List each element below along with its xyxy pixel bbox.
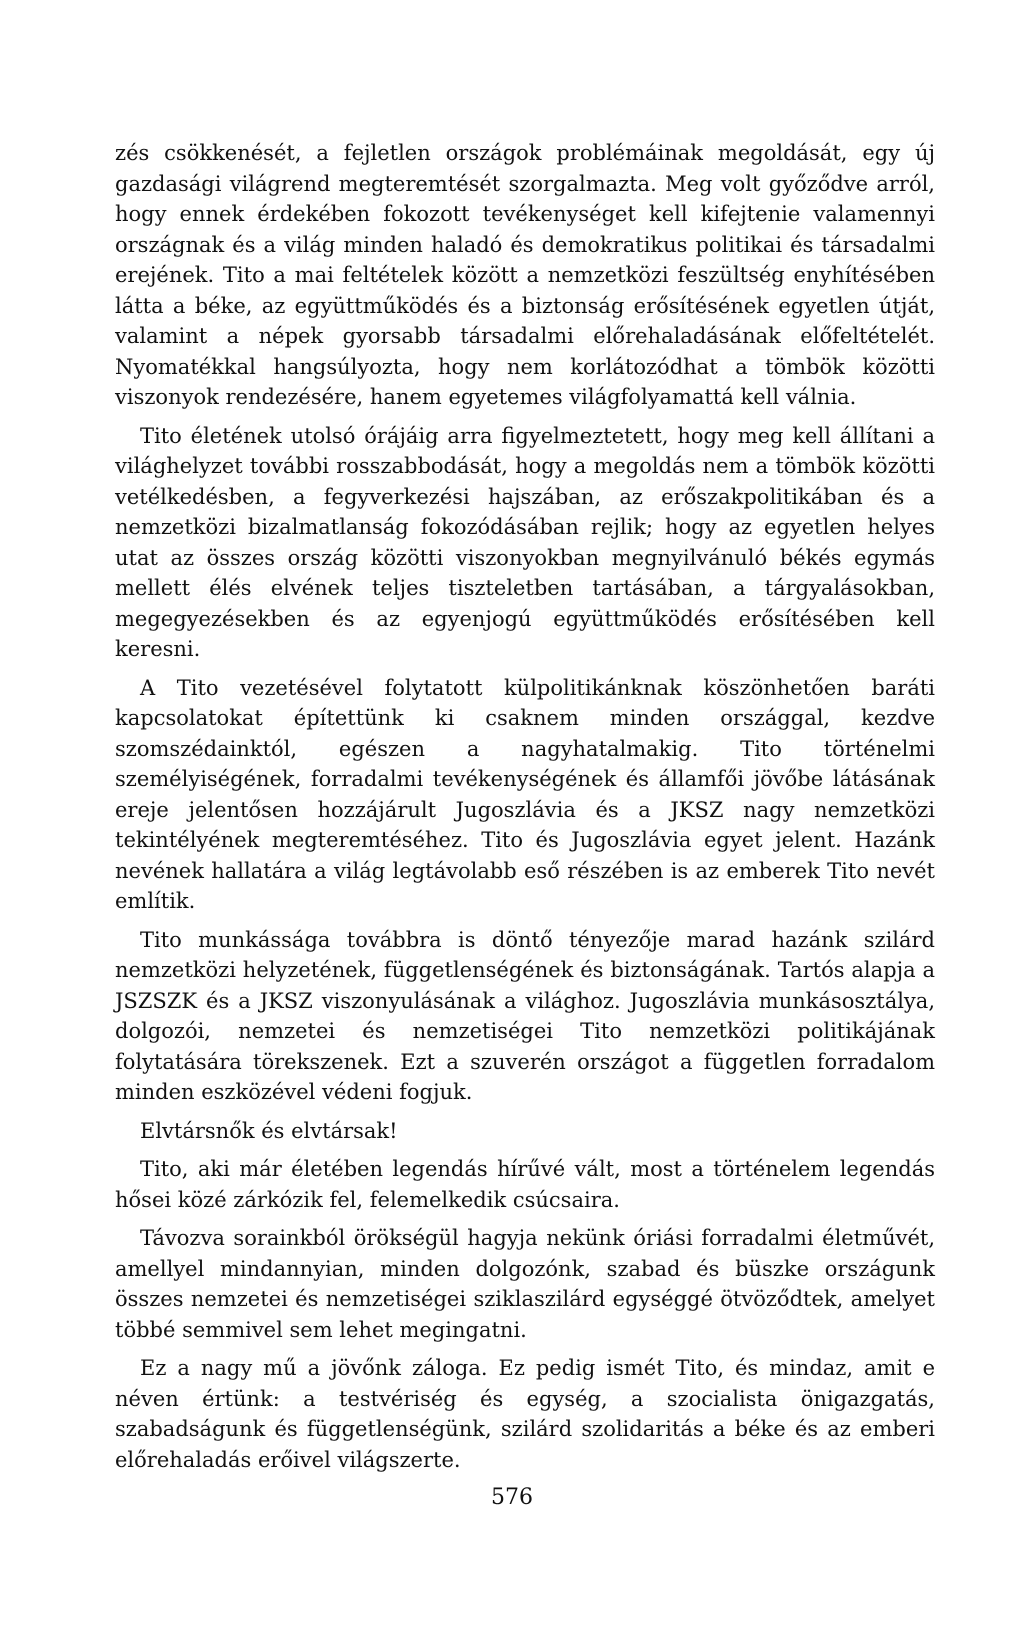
paragraph-4: Tito munkássága továbbra is döntő tényezője marad hazánk szilárd nemzetközi helyzetének, függetlenségének és biztonságának. Tartós alapja a JSZSZK és a JKSZ viszonyulásának a világhoz. Jugoszlávia munkásosztálya, dolgozói, nemzetei és nemzetiségei Tito nemzetközi politikájának folytatására törekszenek. Ezt a szuverén országot a független forradalom minden eszközével védeni fogjuk. (115, 927, 935, 1104)
paragraph-2: Tito életének utolsó órájáig arra figyelmeztetett, hogy meg kell állítani a világhelyzet további rosszabbodását, hogy a megoldás nem a tömbök közötti vetélkedésben, a fegyverkezési hajszában, az erőszakpolitikában és a nemzetközi bizalmatlanság fokozódásában rejlik; hogy az egyetlen helyes utat az összes ország közötti viszonyokban megnyilvánuló békés egymás mellett élés elvének teljes tiszteletben tartásában, a tárgyalásokban, megegyezésekben és az egyenjogú együttműködés erősítésében kell keresni. (115, 423, 935, 661)
paragraph-8: Ez a nagy mű a jövőnk záloga. Ez pedig ismét Tito, és mindaz, amit e néven értünk: a testvériség és egység, a szocialista önigazgatás, szabadságunk és függetlenségünk, szilárd szolidaritás a béke és az emberi előrehaladás erőivel világszerte. (115, 1356, 935, 1472)
paragraph-7: Távozva sorainkból örökségül hagyja nekünk óriási forradalmi életművét, amellyel mindannyian, minden dolgozónk, szabad és büszke országunk összes nemzetei és nemzetiségei sziklaszilárd egységgé ötvöződtek, amelyet többé semmivel sem lehet megingatni. (115, 1226, 935, 1342)
page-number: 576 (491, 1485, 533, 1510)
paragraph-5: Elvtársnők és elvtársak! (140, 1118, 398, 1143)
paragraph-3: A Tito vezetésével folytatott külpolitikánknak köszönhetően baráti kapcsolatokat építettünk ki csaknem minden országgal, kezdve szomszédainktól, egészen a nagyhatalmakig. Tito történelmi személyiségének, forradalmi tevékenységének és államfői jövőbe látásának ereje jelentősen hozzájárult Jugoszlávia és a JKSZ nagy nemzetközi tekintélyének megteremtéséhez. Tito és Jugoszlávia egyet jelent. Hazánk nevének hallatára a világ legtávolabb eső részében is az emberek Tito nevét említik. (115, 675, 935, 913)
paragraph-6: Tito, aki már életében legendás hírűvé vált, most a történelem legendás hősei közé zárkózik fel, felemelkedik csúcsaira. (115, 1157, 935, 1212)
paragraph-1: zés csökkenését, a fejletlen országok problémáinak megoldását, egy új gazdasági világrend megteremtését szorgalmazta. Meg volt győződve arról, hogy ennek érdekében fokozott tevékenységet kell kifejtenie valamennyi országnak és a világ minden haladó és demokratikus politikai és társadalmi erejének. Tito a mai feltételek között a nemzetközi feszültség enyhítésében látta a béke, az együttműködés és a biztonság erősítésének egyetlen útját, valamint a népek gyorsabb társadalmi előrehaladásának előfeltételét. Nyomatékkal hangsúlyozta, hogy nem korlátozódhat a tömbök közötti viszonyok rendezésére, hanem egyetemes világfolyamattá kell válnia. (115, 141, 935, 409)
body-text (115, 138, 935, 1483)
